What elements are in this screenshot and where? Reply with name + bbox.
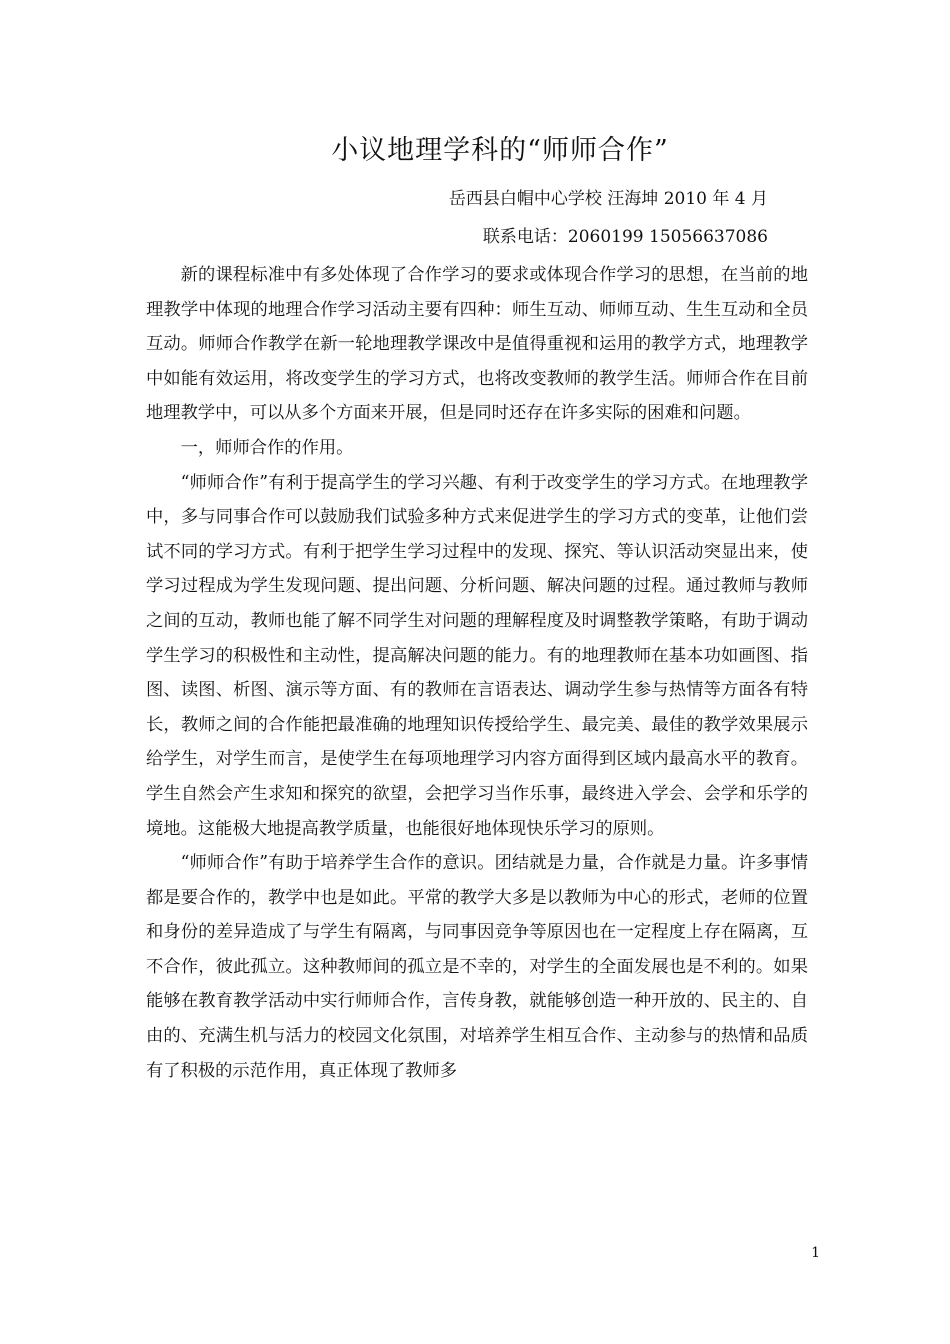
- contact-line: 联系电话：2060199 15056637086: [482, 227, 768, 247]
- page-number: 1: [811, 1245, 820, 1261]
- paragraph-interest: “师师合作”有利于提高学生的学习兴趣、有利于改变学生的学习方式。在地理教学中，多与同事合作可以鼓励我们试验多种方式来促进学生的学习方式的变革，让他们尝试不同的学习方式。有利于把学生学习过程中的发现、探究、等认识活动突显出来，使学习过程成为学生发现问题、提出问题、分析问题、解决问题的过程。通过教师与教师之间的互动，教师也能了解不同学生对问题的理解程度及时调整教学策略，有助于调动学生学习的积极性和主动性，提高解决问题的能力。有的地理教师在基本功如画图、指图、读图、析图、演示等方面、有的教师在言语表达、调动学生参与热情等方面各有特长，教师之间的合作能把最准确的地理知识传授给学生、最完美、最佳的教学效果展示给学生，对学生而言，是使学生在每项地理学习内容方面得到区域内最高水平的教育。学生自然会产生求知和探究的欲望，会把学习当作乐事，最终进入学会、会学和乐学的境地。这能极大地提高教学质量，也能很好地体现快乐学习的原则。: [146, 472, 808, 839]
- paragraph-cooperation: “师师合作”有助于培养学生合作的意识。团结就是力量，合作就是力量。许多事情都是要合作的，教学中也是如此。平常的教学大多是以教师为中心的形式，老师的位置和身份的差异造成了与学生有隔离，与同事因竞争等原因也在一定程度上存在隔离，互不合作，彼此孤立。这种教师间的孤立是不幸的，对学生的全面发展也是不利的。如果能够在教育教学活动中实行师师合作，言传身教，就能够创造一种开放的、民主的、自由的、充满生机与活力的校园文化氛围，对培养学生相互合作、主动参与的热情和品质有了积极的示范作用，真正体现了教师多: [146, 853, 808, 1081]
- paragraph-intro: 新的课程标准中有多处体现了合作学习的要求或体现合作学习的思想，在当前的地理教学中体现的地理合作学习活动主要有四种：师生互动、师师互动、生生互动和全员互动。师师合作教学在新一轮地理教学课改中是值得重视和运用的教学方式，地理教学中如能有效运用，将改变学生的学习方式，也将改变教师的教学生活。师师合作在目前地理教学中，可以从多个方面来开展，但是同时还存在许多实际的困难和问题。: [146, 265, 808, 424]
- section-heading-1: 一，师师合作的作用。: [180, 437, 354, 458]
- document-body: [146, 258, 808, 1088]
- author-line: 岳西县白帽中心学校 汪海坤 2010 年 4 月: [448, 189, 768, 209]
- document-title: 小议地理学科的“师师合作”: [331, 135, 669, 166]
